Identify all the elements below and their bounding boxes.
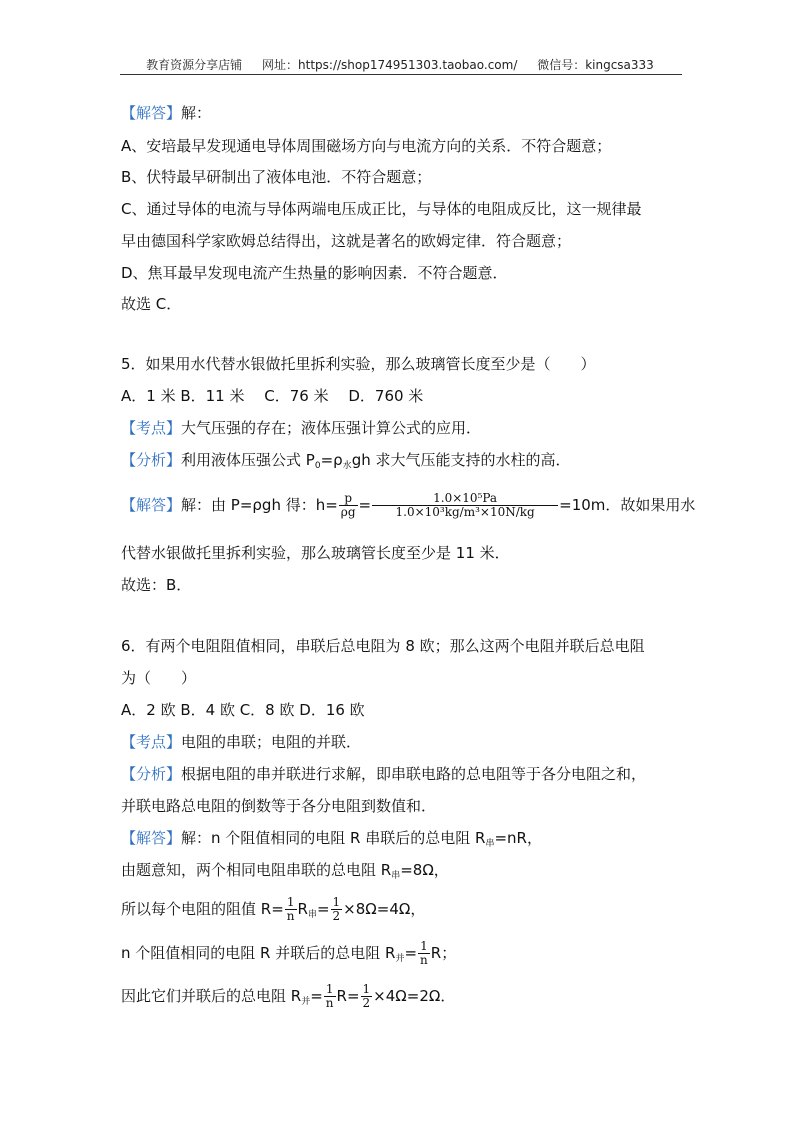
answer-text: n 个阻值相同的电阻 R 并联后的总电阻 R bbox=[121, 944, 396, 962]
fenxi-text: 根据电阻的串并联进行求解，即串联电路的总电阻等于各分电阻之和， bbox=[181, 765, 647, 783]
answer-tag: 【解答】 bbox=[121, 496, 182, 514]
answer-text: 所以每个电阻的阻值 R= bbox=[121, 900, 284, 918]
answer-text: = bbox=[310, 987, 323, 1005]
q6-answer-line5 bbox=[121, 983, 455, 1012]
answer-text: 解：n 个阻值相同的电阻 R 串联后的总电阻 R bbox=[181, 829, 486, 847]
q6-kaodian bbox=[121, 732, 361, 752]
fraction-one-over-n bbox=[418, 940, 430, 967]
q6-question-line2: 为（ ） bbox=[121, 669, 197, 687]
fraction-numerator: p bbox=[339, 492, 358, 506]
fraction-denominator: n bbox=[325, 996, 334, 1010]
subscript-zero: 0 bbox=[314, 461, 321, 471]
fenxi-tag: 【分析】 bbox=[121, 451, 182, 469]
answer-text: = bbox=[404, 944, 418, 962]
fenxi-tag: 【分析】 bbox=[121, 765, 182, 783]
fraction-numerator: 1.0×10⁵Pa bbox=[372, 492, 558, 506]
kaodian-tag: 【考点】 bbox=[121, 419, 182, 437]
subscript-series: 串 bbox=[307, 910, 317, 920]
answer-tag: 【解答】 bbox=[121, 104, 182, 122]
fraction-one-half bbox=[361, 983, 373, 1010]
fraction-denominator: ρg bbox=[340, 505, 356, 519]
header-shop: 教育资源分享店铺 bbox=[146, 58, 243, 72]
answer-text: R bbox=[297, 900, 308, 918]
q4-option-a: A、安培最早发现通电导体周围磁场方向与电流方向的关系．不符合题意； bbox=[121, 137, 612, 155]
fraction-denominator: 1.0×10³kg/m³×10N/kg bbox=[395, 505, 535, 519]
answer-text: 因此它们并联后的总电阻 R bbox=[121, 987, 302, 1005]
fraction-p-over-rho-g bbox=[339, 492, 358, 519]
header-divider bbox=[120, 74, 682, 75]
fraction-one-over-n bbox=[324, 983, 336, 1010]
q5-question: 5．如果用水代替水银做托里拆利实验，那么玻璃管长度至少是（ ） bbox=[121, 355, 596, 373]
q5-kaodian bbox=[121, 418, 481, 438]
answer-text: R= bbox=[336, 987, 360, 1005]
q6-answer-line4 bbox=[121, 940, 456, 969]
fraction-numerator: 1 bbox=[332, 895, 341, 909]
subscript-water: 水 bbox=[342, 461, 352, 471]
fenxi-text-pre: 利用液体压强公式 P bbox=[181, 451, 315, 469]
answer-text: = bbox=[316, 900, 330, 918]
q4-conclusion: 故选 C． bbox=[121, 295, 182, 313]
header-url: 网址：https://shop174951303.taobao.com/ bbox=[262, 58, 518, 72]
q6-answer-line1 bbox=[121, 828, 542, 854]
header-wechat: 微信号：kingcsa333 bbox=[537, 58, 654, 72]
q4-option-c-line1: C、通过导体的电流与导体两端电压成正比，与导体的电阻成反比，这一规律最 bbox=[121, 200, 642, 218]
fraction-one-half bbox=[331, 896, 343, 923]
q4-option-b: B、伏特最早研制出了液体电池．不符合题意； bbox=[121, 168, 432, 186]
q5-options: A．1 米 B．11 米 C．76 米 D．760 米 bbox=[121, 387, 424, 405]
answer-lead: 解： bbox=[181, 104, 212, 122]
fraction-denominator: 2 bbox=[362, 996, 371, 1010]
answer-text: ×4Ω=2Ω． bbox=[373, 987, 456, 1005]
q6-answer-line3 bbox=[121, 896, 425, 925]
page-header bbox=[120, 56, 680, 73]
subscript-parallel: 并 bbox=[301, 997, 311, 1007]
fenxi-text-post: gh 求大气压能支持的水柱的高． bbox=[351, 451, 571, 469]
fenxi-text-mid: =ρ bbox=[320, 451, 343, 469]
q5-answer-line2: 代替水银做托里拆利实验，那么玻璃管长度至少是 11 米． bbox=[121, 544, 510, 562]
answer-text: =nR， bbox=[494, 829, 542, 847]
answer-text: R； bbox=[430, 944, 457, 962]
q6-question-line1: 6．有两个电阻阻值相同，串联后总电阻为 8 欧；那么这两个电阻并联后总电阻 bbox=[121, 637, 645, 655]
q5-answer-formula: 【解答】解：由 P=ρgh 得：h= $\frac{p}{\rho g}$ = $\frac{\text{1.0×10⁵Pa}}{\text{1.0×10³kg/m³×10N/kg}}$ =10m．故如果用水 bbox=[121, 491, 696, 519]
answer-tag: 【解答】 bbox=[121, 829, 182, 847]
fraction-numerator: 1 bbox=[418, 940, 430, 954]
fraction-numerator: 1 bbox=[285, 896, 297, 910]
fraction-denominator: 2 bbox=[332, 909, 341, 923]
q4-answer-heading bbox=[121, 103, 211, 123]
subscript-series: 串 bbox=[391, 871, 401, 881]
fraction-numerator: 1 bbox=[362, 982, 371, 996]
kaodian-text: 电阻的串联；电阻的并联． bbox=[181, 733, 362, 751]
answer-text-pre: 解：由 P=ρgh 得：h= bbox=[181, 496, 338, 514]
fraction-numerator: 1 bbox=[324, 983, 336, 997]
answer-text-post: =10m．故如果用水 bbox=[559, 496, 696, 514]
fraction-one-over-n bbox=[285, 896, 297, 923]
kaodian-text: 大气压强的存在；液体压强计算公式的应用． bbox=[181, 419, 482, 437]
kaodian-tag: 【考点】 bbox=[121, 733, 182, 751]
q5-fenxi bbox=[121, 450, 571, 476]
answer-text: 由题意知，两个相同电阻串联的总电阻 R bbox=[121, 861, 392, 879]
q5-conclusion: 故选：B． bbox=[121, 576, 192, 594]
q4-option-c-line2: 早由德国科学家欧姆总结得出，这就是著名的欧姆定律．符合题意； bbox=[121, 232, 572, 250]
fraction-pressure-calc bbox=[372, 492, 558, 519]
q6-fenxi-line2: 并联电路总电阻的倒数等于各分电阻到数值和． bbox=[121, 797, 437, 815]
q4-option-d: D、焦耳最早发现电流产生热量的影响因素．不符合题意． bbox=[121, 264, 508, 282]
subscript-parallel: 并 bbox=[395, 954, 405, 964]
subscript-series: 串 bbox=[485, 839, 495, 849]
q6-options: A．2 欧 B．4 欧 C．8 欧 D．16 欧 bbox=[121, 701, 365, 719]
answer-text: =8Ω， bbox=[400, 861, 449, 879]
fraction-denominator: n bbox=[286, 909, 295, 923]
fraction-denominator: n bbox=[420, 953, 428, 967]
answer-text: ×8Ω=4Ω， bbox=[343, 900, 426, 918]
q6-fenxi-line1 bbox=[121, 764, 646, 784]
q6-answer-line2 bbox=[121, 860, 449, 886]
